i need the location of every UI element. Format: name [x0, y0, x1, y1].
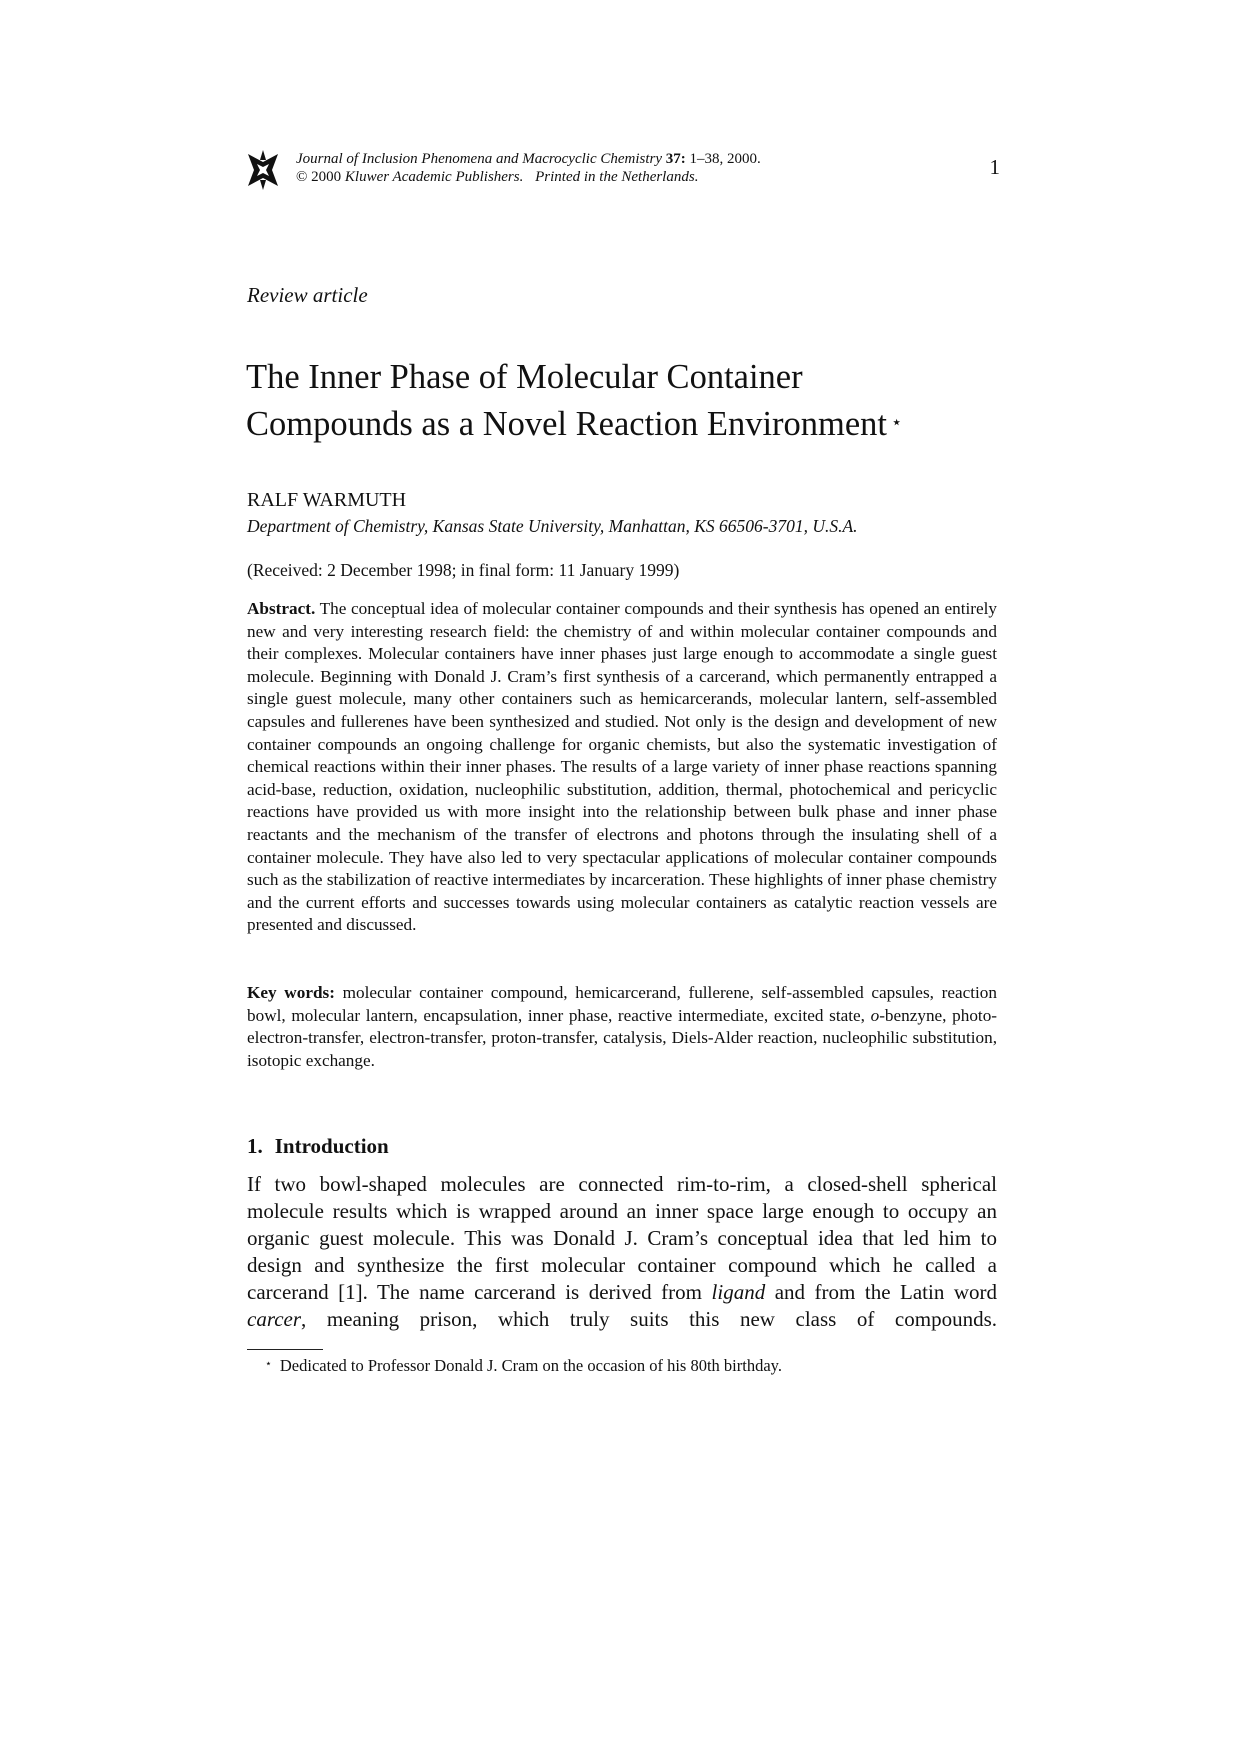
journal-pages-year: 1–38, 2000. [689, 151, 761, 167]
journal-line-1 [296, 150, 761, 168]
received-dates: (Received: 2 December 1998; in final form: 11 January 1999) [247, 560, 680, 580]
keywords [247, 982, 997, 1072]
keywords-label: Key words: [247, 983, 335, 1002]
title-line-1: The Inner Phase of Molecular Container [246, 358, 803, 396]
copyright-year: © 2000 [296, 169, 342, 185]
journal-volume: 37: [665, 151, 686, 167]
introduction-paragraph [247, 1171, 997, 1333]
intro-italic-ligand: ligand [711, 1280, 766, 1304]
section-number: 1. [247, 1134, 263, 1158]
page-number: 1 [989, 155, 1000, 179]
intro-text-3: , meaning prison, which truly suits this new class of compounds. [301, 1307, 997, 1331]
intro-text-1: If two bowl-shaped molecules are connected rim-to-rim, a closed-shell spherical molecule results which is wrapped around an inner space large enough to occupy an organic guest molecule. This was Donald J. Cram’s conceptual idea that led him to design and synthesize the first molecular container compound which he called a carcerand [1]. The name carcerand is derived from [247, 1172, 997, 1304]
article-type: Review article [247, 283, 368, 307]
keywords-italic-o: o [870, 1005, 880, 1025]
footnote [265, 1356, 782, 1376]
keywords-text-2: -benzyne, photo-electron-transfer, electron-transfer, proton-transfer, catalysis, Diels-Alder reaction, nucleophilic substitution, isotopic exchange. [247, 1005, 998, 1070]
section-title: Introduction [274, 1134, 389, 1158]
journal-line-2 [296, 168, 761, 186]
publisher-name: Kluwer Academic Publishers. [344, 169, 524, 185]
title-line-2: Compounds as a Novel Reaction Environment [246, 405, 888, 443]
footnote-mark: ⋆ [265, 1358, 272, 1370]
paper-title [246, 354, 1006, 448]
abstract-text: The conceptual idea of molecular container compounds and their synthesis has opened an entirely new and very interesting research field: the chemistry of and within molecular container compounds and their complexes. Molecular containers have inner phases just large enough to accommodate a single guest molecule. Beginning with Donald J. Cram’s first synthesis of a carcerand, which permanently entrapped a single guest molecule, many other containers such as hemicarcerands, molecular lantern, self-assembled capsules and fullerenes have been synthesized and studied. Not only is the design and development of new container compounds an ongoing challenge for organic chemists, but also the systematic investigation of chemical reactions within their inner phases. The results of a large variety of inner phase reactions spanning acid-base, reduction, oxidation, nucleophilic substitution, addition, thermal, photochemical and pericyclic reactions have provided us with more insight into the relationship between bulk phase and inner phase reactants and the mechanism of the transfer of electrons and photons through the insulating shell of a container molecule. They have also led to very spectacular applications of molecular container compounds such as the stabilization of reactive intermediates by incarceration. These highlights of inner phase chemistry and the current efforts and successes towards using molecular containers as catalytic reaction vessels are presented and discussed. [247, 599, 997, 935]
title-footnote-mark: ⋆ [891, 412, 903, 432]
author-affiliation: Department of Chemistry, Kansas State University, Manhattan, KS 66506-3701, U.S.A. [247, 516, 858, 536]
journal-name: Journal of Inclusion Phenomena and Macrocyclic Chemistry [296, 151, 663, 167]
footnote-rule [247, 1349, 323, 1350]
footnote-text: Dedicated to Professor Donald J. Cram on the occasion of his 80th birthday. [279, 1356, 782, 1375]
abstract [247, 598, 997, 937]
publisher-logo-icon [246, 150, 280, 190]
printed-note: Printed in the Netherlands. [535, 169, 699, 185]
abstract-label: Abstract. [247, 599, 316, 618]
journal-citation [296, 150, 761, 186]
author-name: RALF WARMUTH [247, 489, 407, 511]
intro-italic-carcer: carcer [247, 1307, 302, 1331]
keywords-text-1: molecular container compound, hemicarcerand, fullerene, self-assembled capsules, reaction bowl, molecular lantern, encapsulation, inner phase, reactive intermediate, excited state, [247, 983, 997, 1025]
section-heading-introduction [247, 1134, 389, 1159]
intro-text-2: and from the Latin word [774, 1280, 998, 1304]
